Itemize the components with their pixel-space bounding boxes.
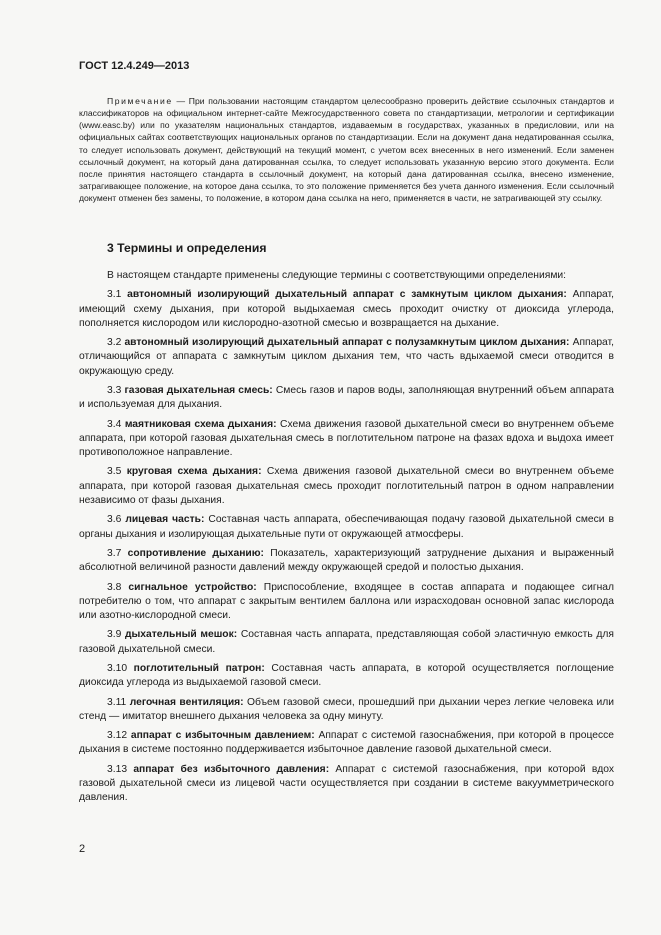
term-text: Аппарат с системой газоснабжения, при которой вдох газовой дыхательной смеси из лицевой части осуществляется при создании в системе вакуумметрического давления. <box>79 763 614 804</box>
term-number: 3.6 <box>107 514 126 526</box>
term-name: сопротивление дыханию: <box>127 547 264 559</box>
note-block <box>79 95 614 204</box>
term-name: аппарат без избыточного давления: <box>133 763 330 775</box>
term-text: Объем газовой смеси, прошедший при дыхании через легкие человека или стенд — имитатор внешнего дыхания человека за одну минуту. <box>79 696 615 722</box>
term-number: 3.10 <box>107 662 134 674</box>
term-text: Приспособление, входящее в состав аппарата и подающее сигнал потребителю о том, что аппарат с закрытым вентилем баллона или израсходован основной запас кислорода или азотно-кислородной смеси. <box>79 581 614 621</box>
term-number: 3.9 <box>107 629 125 641</box>
term-name: аппарат с избыточным давлением: <box>130 730 315 742</box>
term-list <box>79 288 614 805</box>
term-name: дыхательный мешок: <box>124 629 238 641</box>
term-definition <box>79 336 614 379</box>
term-text: Показатель, характеризующий затруднение дыхания и выраженный абсолютной величиной разности давлений между окружающей средой и полостью дыхания. <box>79 547 614 574</box>
term-number: 3.5 <box>107 466 127 478</box>
term-number: 3.8 <box>107 581 129 593</box>
term-definition <box>79 696 614 725</box>
term-name: автономный изолирующий дыхательный аппарат с полузамкнутым циклом дыхания: <box>124 337 570 349</box>
section-intro: В настоящем стандарте применены следующие термины с соответствующими определениями: <box>107 270 567 281</box>
term-text: Смесь газов и паров воды, заполняющая внутренний объем аппарата и используемая для дыхания. <box>79 385 614 411</box>
term-name: газовая дыхательная смесь: <box>124 385 273 397</box>
term-name: лицевая часть: <box>125 514 205 526</box>
term-text: Составная часть аппарата, представляющая собой эластичную емкость для газовой дыхательной смеси. <box>79 629 614 655</box>
term-number: 3.4 <box>107 418 125 430</box>
term-definition <box>79 729 614 758</box>
term-name: круговая схема дыхания: <box>126 466 262 478</box>
term-text: Схема движения газовой дыхательной смеси во внутреннем объеме аппарата, при которой газовая дыхательная смесь проходит поглотительный патрон в одном направлении независимо от фазы дыхания. <box>79 466 614 506</box>
term-number: 3.11 <box>107 696 130 708</box>
term-number: 3.1 <box>107 289 128 301</box>
term-number: 3.13 <box>107 763 134 775</box>
term-definition <box>79 513 614 542</box>
term-number: 3.2 <box>107 337 125 349</box>
page-number: 2 <box>79 843 86 855</box>
term-text: Аппарат, имеющий схему дыхания, при которой выдыхаемая смесь проходит очистку от диоксида углерода, пополняется кислородом или кислородно-азотной смесью и возвращается на дыхание. <box>79 289 614 329</box>
term-text: Составная часть аппарата, в которой осуществляется поглощение диоксида углерода из выдыхаемой газовой смеси. <box>79 662 615 689</box>
term-text: Аппарат, отличающийся от аппарата с замкнутым циклом дыхания тем, что часть вдыхаемой смеси отводится в окружающую среду. <box>79 337 614 377</box>
term-text: Схема движения газовой дыхательной смеси во внутреннем объеме аппарата, при которой газовая дыхательная смесь в поглотительном патроне на фазах вдоха и выдоха имеет противоположное направление. <box>79 418 614 459</box>
term-name: маятниковая схема дыхания: <box>124 418 277 430</box>
note-text: — При пользовании настоящим стандартом целесообразно проверить действие ссылочных стандартов и классификаторов на официальном интернет-сайте Межгосударственного совета по стандартизации, метрологии и сертификации (www.easc.by) или по указателям национальных стандартов, издаваемым в государствах, указанных в предисловии, или на официальных сайтах соответствующих национальных органов по стандартизации. Если на документ дана недатированная ссылка, то следует использовать документ, действующий на текущий момент, с учетом всех внесенных в него изменений. Если заменен ссылочный документ, на который дана датированная ссылка, то следует использовать указанную версию этого документа. Если после принятия настоящего стандарта в ссылочный документ, на который дана датированная ссылка, внесено изменение, затрагивающее положение, на которое дана ссылка, то это положение применяется без учета данного изменения. Если ссылочный документ отменен без замены, то положение, в котором дана ссылка на него, применяется в части, не затрагивающей эту ссылку. <box>79 96 614 204</box>
term-definition <box>79 628 614 657</box>
section-title: 3 Термины и определения <box>107 241 267 255</box>
term-number: 3.3 <box>107 385 125 397</box>
term-name: поглотительный патрон: <box>133 662 265 674</box>
term-name: автономный изолирующий дыхательный аппарат с замкнутым циклом дыхания: <box>127 289 567 301</box>
term-definition <box>79 288 614 331</box>
section-body <box>79 269 614 811</box>
term-text: Аппарат с системой газоснабжения, при которой в процессе дыхания в системе постоянно поддерживается избыточное давление газовой дыхательной смеси. <box>79 730 614 756</box>
term-number: 3.12 <box>107 730 131 742</box>
term-definition <box>79 465 614 508</box>
term-definition <box>79 547 614 576</box>
term-definition <box>79 384 614 413</box>
term-definition <box>79 418 614 461</box>
term-name: сигнальное устройство: <box>128 581 257 593</box>
note-paragraph <box>79 95 614 204</box>
document-header: ГОСТ 12.4.249—2013 <box>79 60 190 72</box>
term-definition <box>79 581 614 624</box>
term-definition <box>79 662 614 691</box>
term-definition <box>79 763 614 806</box>
term-name: легочная вентиляция: <box>129 696 244 708</box>
term-number: 3.7 <box>107 547 128 559</box>
note-label: Примечание <box>107 96 173 106</box>
term-text: Составная часть аппарата, обеспечивающая подачу газовой дыхательной смеси в органы дыхания и изолирующая дыхательные пути от окружающей атмосферы. <box>79 514 614 540</box>
